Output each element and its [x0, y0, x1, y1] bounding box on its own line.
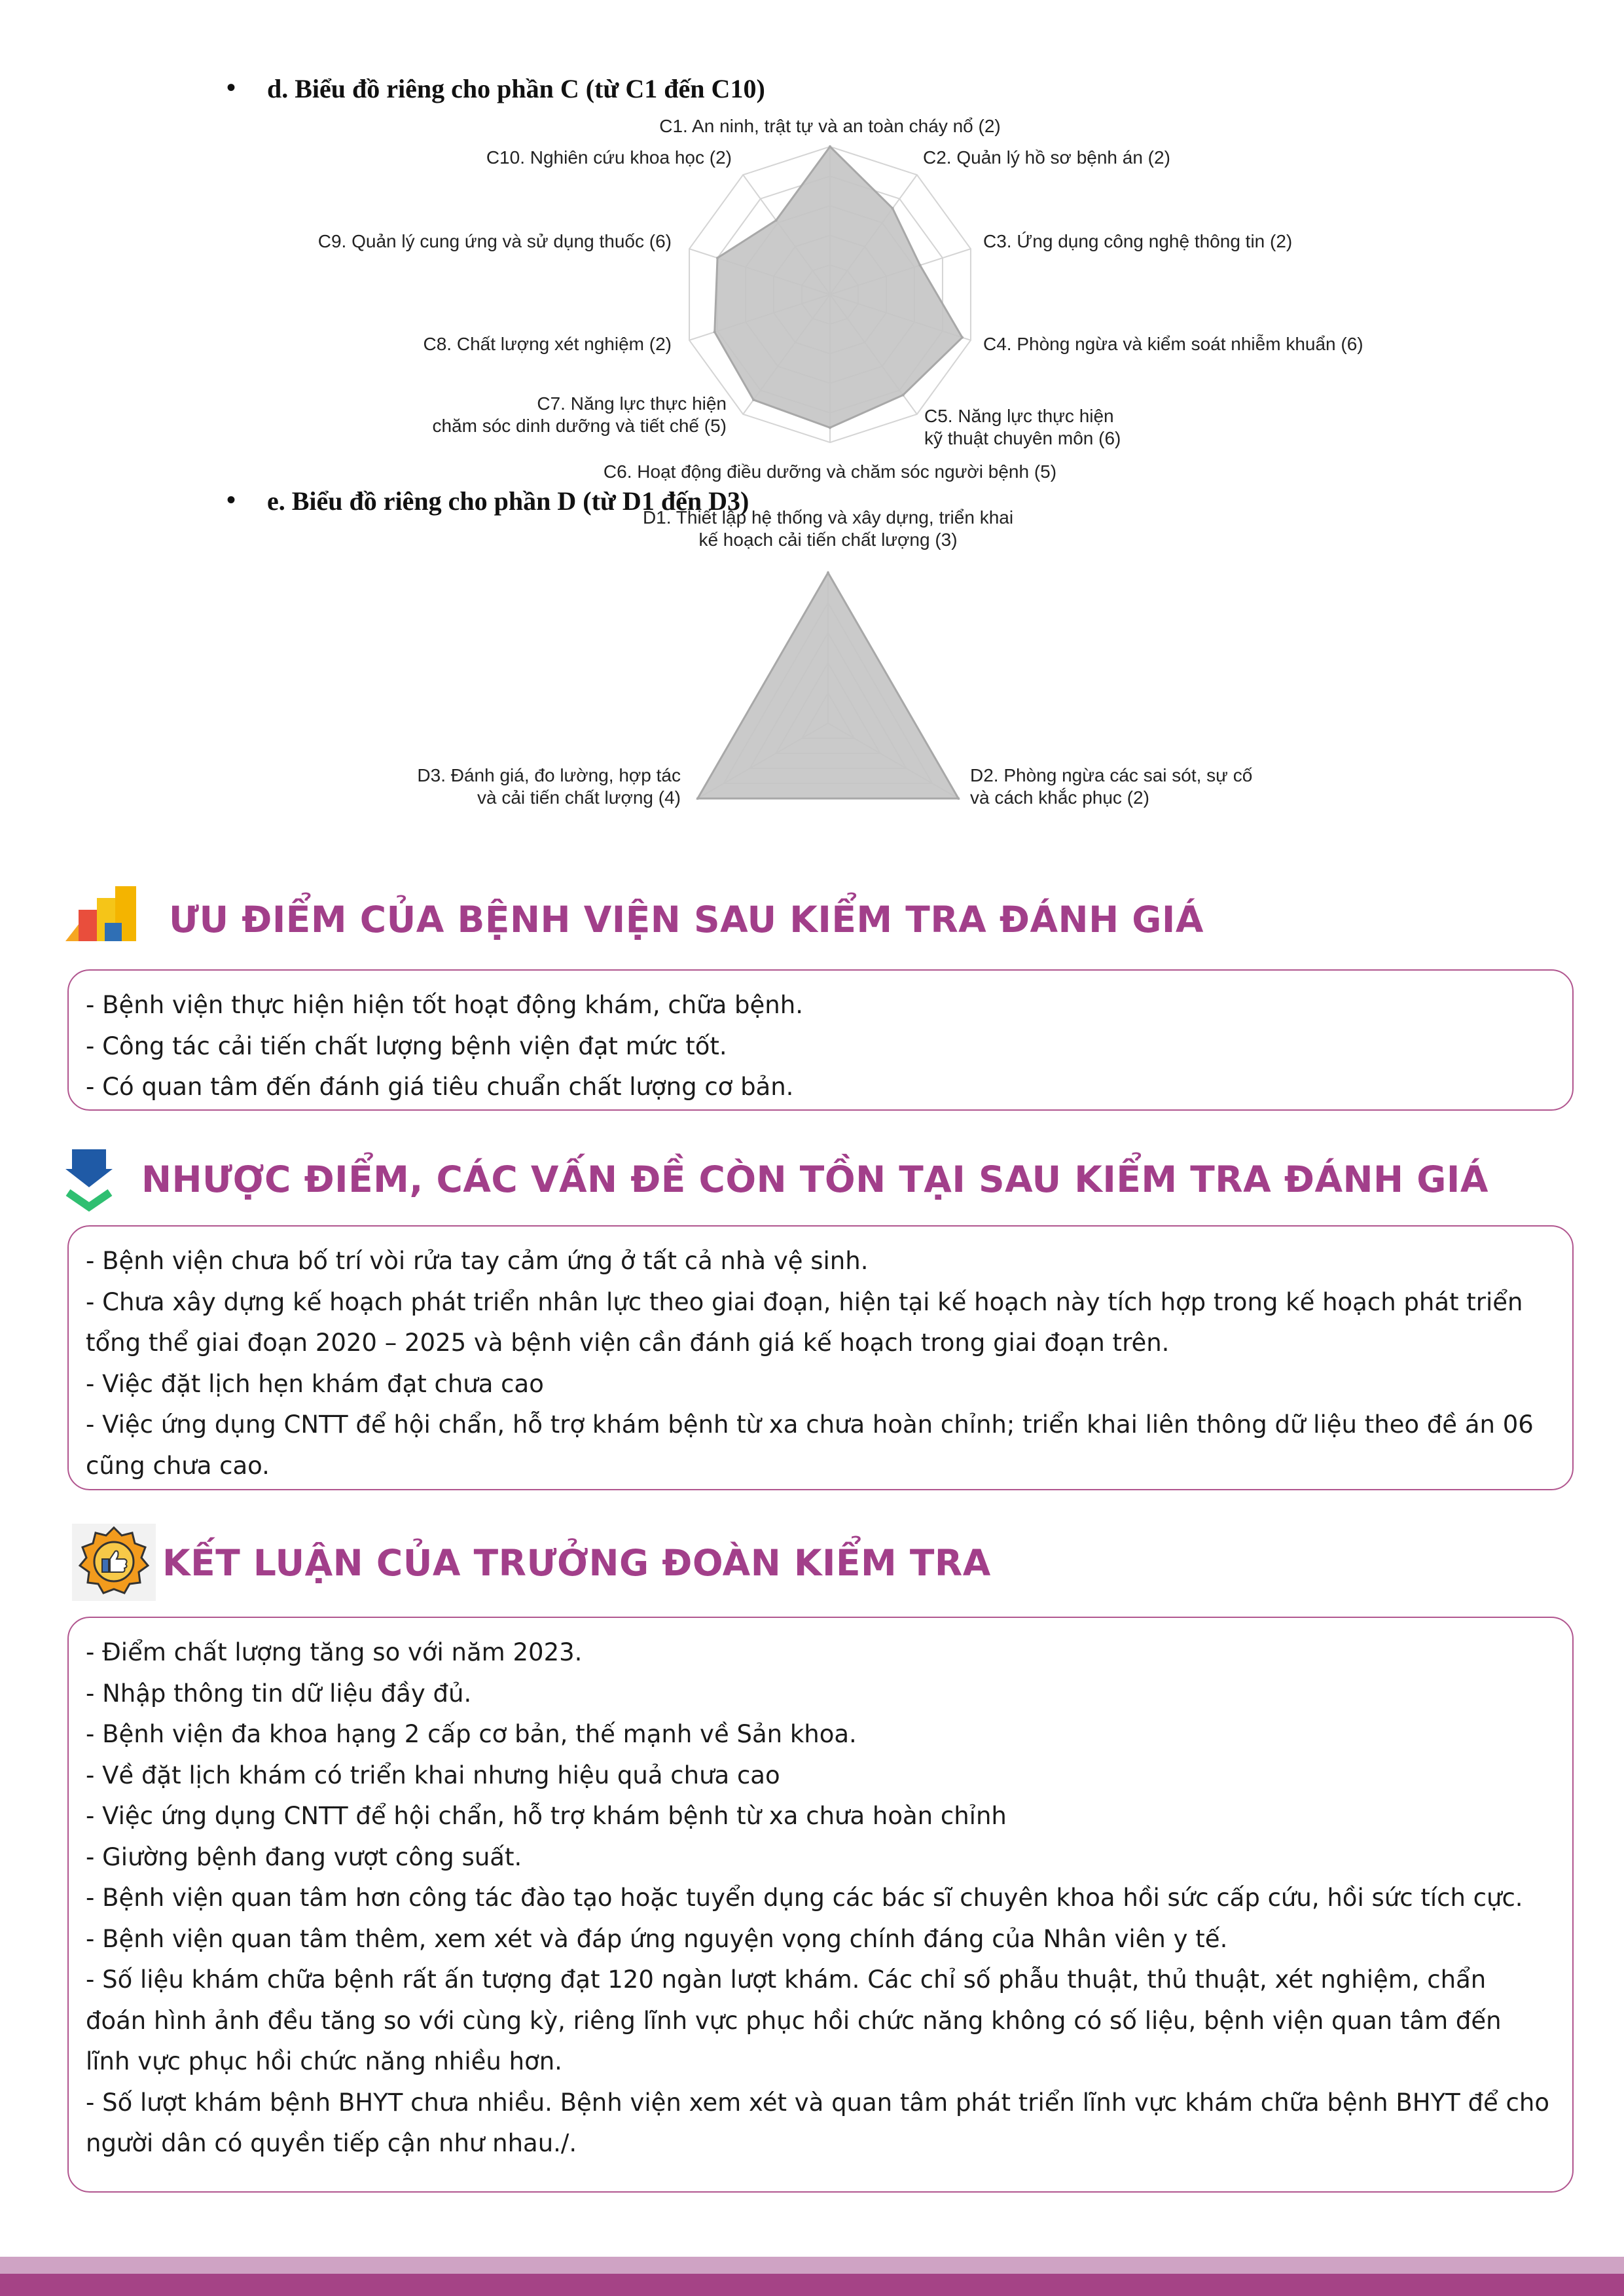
chart-c-heading-text: d. Biểu đồ riêng cho phần C (từ C1 đến C10) — [267, 74, 765, 103]
data-point — [775, 219, 778, 222]
axis-label-line: kế hoạch cải tiến chất lượng (3) — [698, 529, 958, 550]
axis-label — [417, 765, 681, 808]
axis-label — [983, 334, 1363, 354]
axis-label-line: C5. Năng lực thực hiện — [924, 406, 1114, 426]
text-line: - Về đặt lịch khám có triển khai nhưng hiệu quả chưa cao — [86, 1761, 780, 1789]
text-line: - Việc ứng dụng CNTT để hội chẩn, hỗ trợ khám bệnh từ xa chưa hoàn chỉnh — [86, 1802, 1007, 1830]
bullet-icon: • — [226, 73, 236, 102]
axis-label — [486, 147, 732, 168]
axis-label-line: và cải tiến chất lượng (4) — [477, 787, 681, 808]
axis-label-line: C1. An ninh, trật tự và an toàn cháy nổ (2) — [659, 116, 1001, 136]
axis-label — [604, 461, 1056, 482]
axis-label-line: C7. Năng lực thực hiện — [537, 393, 727, 414]
axis-label-line: C6. Hoạt động điều dưỡng và chăm sóc người bệnh (5) — [603, 461, 1057, 482]
series-area — [715, 147, 962, 427]
axis-label — [424, 334, 672, 354]
axis-label-line: C3. Ứng dụng công nghệ thông tin (2) — [983, 231, 1293, 251]
axis-label-line: C10. Nghiên cứu khoa học (2) — [486, 147, 732, 168]
text-line: - Chưa xây dựng kế hoạch phát triển nhân lực theo giai đoạn, hiện tại kế hoạch này tích hợp trong kế hoạch phát triển — [86, 1287, 1523, 1316]
bar-chart-icon — [65, 884, 151, 942]
axis-label-line: C2. Quản lý hồ sơ bệnh án (2) — [923, 147, 1170, 168]
text-line: lĩnh vực phục hồi chức năng nhiều hơn. — [86, 2047, 562, 2075]
data-point — [892, 207, 894, 209]
text-line: - Bệnh viện chưa bố trí vòi rửa tay cảm ứng ở tất cả nhà vệ sinh. — [86, 1247, 869, 1275]
data-point — [752, 399, 755, 401]
axis-label-line: C9. Quản lý cung ứng và sử dụng thuốc (6) — [317, 231, 672, 251]
text-line: - Điểm chất lượng tăng so với năm 2023. — [86, 1638, 583, 1666]
axis-label — [924, 406, 1121, 448]
axis-label-line: C8. Chất lượng xét nghiệm (2) — [423, 334, 672, 354]
data-point — [716, 257, 719, 259]
text-line: tổng thể giai đoạn 2020 – 2025 và bệnh viện cần đánh giá kế hoạch trong giai đoạn trên. — [86, 1329, 1170, 1357]
axis-label — [318, 231, 672, 251]
text-line: - Số lượt khám bệnh BHYT chưa nhiều. Bệnh viện xem xét và quan tâm phát triển lĩnh vực khám chữa bệnh BHYT để cho — [86, 2088, 1549, 2117]
chart-d-heading-text: e. Biểu đồ riêng cho phần D (từ D1 đến D3) — [267, 486, 749, 516]
data-point — [961, 336, 964, 339]
text-line: - Bệnh viện quan tâm thêm, xem xét và đáp ứng nguyện vọng chính đáng của Nhân viên y tế. — [86, 1924, 1228, 1953]
data-point — [713, 331, 716, 333]
axis-label-line: D2. Phòng ngừa các sai sót, sự cố — [970, 765, 1253, 785]
text-line: người dân có quyền tiếp cận như nhau./. — [86, 2129, 577, 2157]
down-arrow-icon — [63, 1147, 115, 1212]
axis-label — [643, 507, 1013, 550]
footer-band-light — [0, 2257, 1624, 2274]
text-line: - Công tác cải tiến chất lượng bệnh viện đạt mức tốt. — [86, 1031, 727, 1060]
axis-label — [970, 765, 1253, 808]
axis-label-line: C4. Phòng ngừa và kiểm soát nhiễm khuẩn (6) — [983, 334, 1363, 354]
text-line: cũng chưa cao. — [86, 1451, 270, 1480]
data-point — [902, 394, 905, 397]
radar-chart-d — [0, 497, 1624, 825]
text-line: - Giường bệnh đang vượt công suất. — [86, 1842, 522, 1871]
text-line: - Nhập thông tin dữ liệu đầy đủ. — [86, 1679, 472, 1708]
data-point — [829, 145, 831, 148]
data-point — [696, 797, 699, 800]
text-line: - Việc ứng dụng CNTT để hội chẩn, hỗ trợ khám bệnh từ xa chưa hoàn chỉnh; triển khai liên thông dữ liệu theo đề án 06 — [86, 1410, 1534, 1439]
series-area — [698, 573, 958, 798]
section-title-uu-diem: ƯU ĐIỂM CỦA BỆNH VIỆN SAU KIỂM TRA ĐÁNH GIÁ — [169, 899, 1204, 941]
text-line: - Có quan tâm đến đánh giá tiêu chuẩn chất lượng cơ bản. — [86, 1073, 794, 1101]
data-point — [919, 264, 922, 266]
award-badge-icon — [72, 1524, 156, 1601]
data-point — [827, 571, 829, 574]
footer-band-dark — [0, 2274, 1624, 2296]
text-line: - Bệnh viện quan tâm hơn công tác đào tạo hoặc tuyển dụng các bác sĩ chuyên khoa hồi sức cấp cứu, hồi sức tích cực. — [86, 1884, 1523, 1912]
axis-label-line: D1. Thiết lập hệ thống và xây dựng, triển khai — [642, 507, 1014, 528]
radar-chart-c — [0, 0, 1624, 491]
text-line: - Bệnh viện đa khoa hạng 2 cấp cơ bản, thế mạnh về Sản khoa. — [86, 1720, 857, 1748]
text-line: - Số liệu khám chữa bệnh rất ấn tượng đạt 120 ngàn lượt khám. Các chỉ số phẫu thuật, thủ thuật, xét nghiệm, chẩn — [86, 1965, 1487, 1994]
axis-label — [432, 393, 727, 436]
text-line: - Việc đặt lịch hẹn khám đạt chưa cao — [86, 1369, 544, 1398]
data-point — [829, 426, 831, 429]
uu-diem-box — [67, 969, 1574, 1111]
text-line: đoán hình ảnh đều tăng so với cùng kỳ, riêng lĩnh vực phục hồi chức năng không có số liệu, bệnh viện quan tâm đến — [86, 2006, 1502, 2035]
axis-label-line: và cách khắc phục (2) — [970, 787, 1149, 808]
axis-label — [659, 116, 1001, 136]
data-point — [957, 797, 960, 800]
axis-label-line: kỹ thuật chuyên môn (6) — [924, 428, 1121, 448]
axis-label — [983, 231, 1292, 251]
nhuoc-diem-box — [67, 1225, 1574, 1490]
bullet-icon: • — [226, 485, 236, 514]
section-title-nhuoc-diem: NHƯỢC ĐIỂM, CÁC VẤN ĐỀ CÒN TỒN TẠI SAU KIỂM TRA ĐÁNH GIÁ — [141, 1158, 1489, 1200]
axis-label-line: chăm sóc dinh dưỡng và tiết chế (5) — [432, 416, 727, 436]
ket-luan-box — [67, 1617, 1574, 2193]
axis-label — [923, 147, 1170, 168]
section-title-ket-luan: KẾT LUẬN CỦA TRƯỞNG ĐOÀN KIỂM TRA — [162, 1542, 991, 1584]
axis-label-line: D3. Đánh giá, đo lường, hợp tác — [417, 765, 681, 785]
text-line: - Bệnh viện thực hiện hiện tốt hoạt động khám, chữa bệnh. — [86, 991, 803, 1019]
